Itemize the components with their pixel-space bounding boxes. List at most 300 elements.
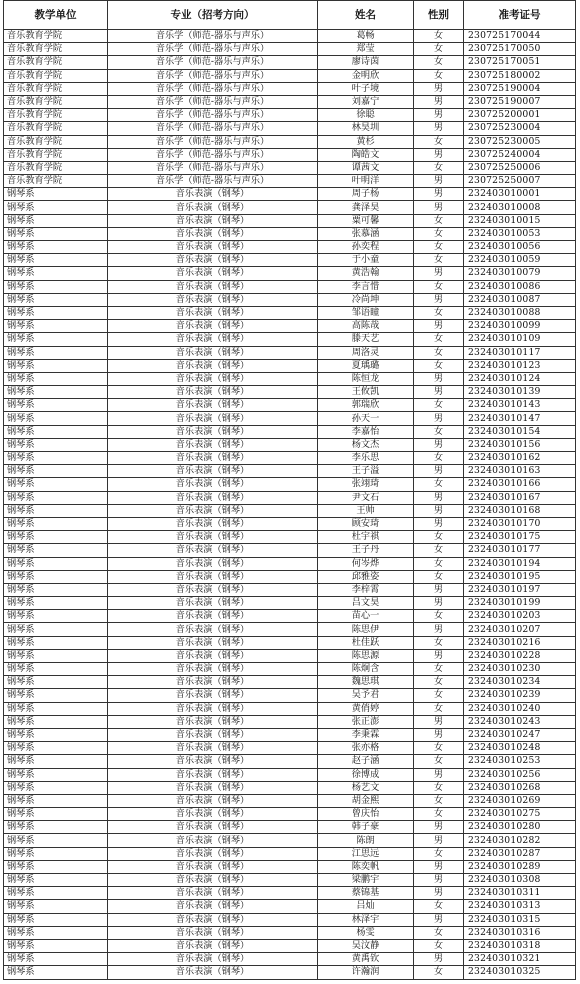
cell-exam-id: 232403010124	[464, 372, 576, 385]
table-row	[4, 320, 576, 333]
cell-major: 音乐表演（钢琴）	[108, 504, 318, 517]
cell-gender: 女	[414, 531, 464, 544]
cell-name: 张翊琦	[318, 478, 414, 491]
cell-gender: 女	[414, 254, 464, 267]
table-row	[4, 425, 576, 438]
cell-unit: 钢琴系	[4, 188, 108, 201]
table-row	[4, 808, 576, 821]
cell-unit: 音乐教育学院	[4, 95, 108, 108]
table-row	[4, 781, 576, 794]
cell-major: 音乐表演（钢琴）	[108, 557, 318, 570]
cell-name: 徐博成	[318, 768, 414, 781]
cell-unit: 钢琴系	[4, 583, 108, 596]
cell-major: 音乐表演（钢琴）	[108, 728, 318, 741]
cell-major: 音乐学（师范-器乐与声乐）	[108, 109, 318, 122]
cell-unit: 钢琴系	[4, 939, 108, 952]
table-row	[4, 570, 576, 583]
table-row	[4, 517, 576, 530]
table-body	[4, 30, 576, 980]
table-row	[4, 201, 576, 214]
cell-major: 音乐学（师范-器乐与声乐）	[108, 82, 318, 95]
cell-name: 李言惜	[318, 280, 414, 293]
cell-gender: 女	[414, 478, 464, 491]
cell-unit: 钢琴系	[4, 227, 108, 240]
table-row	[4, 241, 576, 254]
cell-exam-id: 232403010207	[464, 623, 576, 636]
cell-gender: 男	[414, 201, 464, 214]
cell-major: 音乐表演（钢琴）	[108, 623, 318, 636]
cell-major: 音乐表演（钢琴）	[108, 636, 318, 649]
cell-exam-id: 230725230004	[464, 122, 576, 135]
cell-unit: 音乐教育学院	[4, 122, 108, 135]
cell-major: 音乐表演（钢琴）	[108, 583, 318, 596]
cell-name: 夏瑀璐	[318, 359, 414, 372]
cell-gender: 女	[414, 241, 464, 254]
cell-gender: 女	[414, 359, 464, 372]
cell-exam-id: 232403010311	[464, 887, 576, 900]
cell-gender: 男	[414, 122, 464, 135]
cell-exam-id: 232403010275	[464, 808, 576, 821]
cell-unit: 钢琴系	[4, 465, 108, 478]
cell-unit: 钢琴系	[4, 425, 108, 438]
cell-name: 林泽宇	[318, 913, 414, 926]
cell-gender: 女	[414, 306, 464, 319]
cell-unit: 钢琴系	[4, 702, 108, 715]
table-row	[4, 267, 576, 280]
cell-major: 音乐表演（钢琴）	[108, 320, 318, 333]
cell-major: 音乐学（师范-器乐与声乐）	[108, 95, 318, 108]
table-row	[4, 715, 576, 728]
cell-gender: 男	[414, 623, 464, 636]
cell-unit: 钢琴系	[4, 346, 108, 359]
table-row	[4, 399, 576, 412]
cell-major: 音乐表演（钢琴）	[108, 834, 318, 847]
cell-name: 杨雯	[318, 926, 414, 939]
table-row	[4, 188, 576, 201]
cell-unit: 音乐教育学院	[4, 56, 108, 69]
table-row	[4, 227, 576, 240]
cell-gender: 女	[414, 794, 464, 807]
cell-exam-id: 232403010059	[464, 254, 576, 267]
cell-major: 音乐表演（钢琴）	[108, 808, 318, 821]
cell-major: 音乐表演（钢琴）	[108, 847, 318, 860]
table-row	[4, 636, 576, 649]
cell-gender: 女	[414, 636, 464, 649]
cell-major: 音乐表演（钢琴）	[108, 293, 318, 306]
cell-gender: 男	[414, 715, 464, 728]
cell-name: 黄俏婷	[318, 702, 414, 715]
cell-unit: 钢琴系	[4, 491, 108, 504]
table-row	[4, 254, 576, 267]
cell-name: 叶明洋	[318, 175, 414, 188]
cell-unit: 音乐教育学院	[4, 43, 108, 56]
cell-name: 魏思琪	[318, 676, 414, 689]
table-row	[4, 939, 576, 952]
cell-name: 李秉霖	[318, 728, 414, 741]
cell-exam-id: 232403010282	[464, 834, 576, 847]
cell-unit: 钢琴系	[4, 333, 108, 346]
cell-exam-id: 230725240004	[464, 148, 576, 161]
cell-major: 音乐表演（钢琴）	[108, 913, 318, 926]
cell-unit: 钢琴系	[4, 808, 108, 821]
cell-major: 音乐表演（钢琴）	[108, 452, 318, 465]
table-row	[4, 926, 576, 939]
cell-gender: 男	[414, 821, 464, 834]
cell-exam-id: 232403010268	[464, 781, 576, 794]
cell-major: 音乐学（师范-器乐与声乐）	[108, 30, 318, 43]
cell-exam-id: 232403010315	[464, 913, 576, 926]
cell-name: 尹文石	[318, 491, 414, 504]
cell-name: 谭茜文	[318, 161, 414, 174]
cell-name: 黄禹钦	[318, 953, 414, 966]
cell-exam-id: 230725180002	[464, 69, 576, 82]
table-row	[4, 43, 576, 56]
cell-unit: 钢琴系	[4, 649, 108, 662]
cell-major: 音乐表演（钢琴）	[108, 874, 318, 887]
cell-unit: 钢琴系	[4, 386, 108, 399]
cell-unit: 钢琴系	[4, 610, 108, 623]
cell-gender: 女	[414, 966, 464, 979]
table-row	[4, 597, 576, 610]
cell-major: 音乐表演（钢琴）	[108, 227, 318, 240]
cell-gender: 女	[414, 702, 464, 715]
cell-exam-id: 232403010008	[464, 201, 576, 214]
cell-unit: 钢琴系	[4, 452, 108, 465]
cell-exam-id: 232403010256	[464, 768, 576, 781]
cell-gender: 女	[414, 570, 464, 583]
cell-unit: 钢琴系	[4, 320, 108, 333]
cell-exam-id: 232403010228	[464, 649, 576, 662]
cell-exam-id: 232403010162	[464, 452, 576, 465]
cell-gender: 女	[414, 280, 464, 293]
cell-major: 音乐表演（钢琴）	[108, 597, 318, 610]
cell-exam-id: 232403010117	[464, 346, 576, 359]
table-row	[4, 69, 576, 82]
cell-gender: 男	[414, 953, 464, 966]
table-row	[4, 953, 576, 966]
table-row	[4, 794, 576, 807]
cell-major: 音乐学（师范-器乐与声乐）	[108, 135, 318, 148]
cell-major: 音乐表演（钢琴）	[108, 386, 318, 399]
table-row	[4, 452, 576, 465]
cell-exam-id: 232403010123	[464, 359, 576, 372]
table-row	[4, 412, 576, 425]
cell-major: 音乐表演（钢琴）	[108, 399, 318, 412]
cell-major: 音乐表演（钢琴）	[108, 953, 318, 966]
cell-exam-id: 232403010001	[464, 188, 576, 201]
cell-unit: 钢琴系	[4, 293, 108, 306]
table-row	[4, 109, 576, 122]
cell-exam-id: 230725190004	[464, 82, 576, 95]
cell-name: 陈朗	[318, 834, 414, 847]
cell-gender: 男	[414, 834, 464, 847]
cell-exam-id: 232403010194	[464, 557, 576, 570]
cell-major: 音乐学（师范-器乐与声乐）	[108, 148, 318, 161]
cell-name: 黄杉	[318, 135, 414, 148]
cell-unit: 钢琴系	[4, 399, 108, 412]
cell-major: 音乐表演（钢琴）	[108, 966, 318, 979]
cell-unit: 音乐教育学院	[4, 175, 108, 188]
cell-gender: 男	[414, 293, 464, 306]
cell-gender: 女	[414, 544, 464, 557]
cell-name: 粟可馨	[318, 214, 414, 227]
cell-major: 音乐表演（钢琴）	[108, 926, 318, 939]
cell-name: 徐聪	[318, 109, 414, 122]
cell-unit: 音乐教育学院	[4, 69, 108, 82]
cell-exam-id: 232403010086	[464, 280, 576, 293]
cell-gender: 男	[414, 372, 464, 385]
cell-unit: 钢琴系	[4, 874, 108, 887]
cell-name: 陶皓文	[318, 148, 414, 161]
table-row	[4, 913, 576, 926]
cell-exam-id: 232403010289	[464, 860, 576, 873]
cell-name: 蔡锦基	[318, 887, 414, 900]
table-row	[4, 214, 576, 227]
cell-gender: 女	[414, 43, 464, 56]
cell-name: 孙奕程	[318, 241, 414, 254]
cell-gender: 女	[414, 557, 464, 570]
cell-unit: 钢琴系	[4, 794, 108, 807]
cell-exam-id: 232403010143	[464, 399, 576, 412]
table-row	[4, 135, 576, 148]
cell-gender: 男	[414, 267, 464, 280]
cell-name: 陈炯含	[318, 663, 414, 676]
cell-unit: 钢琴系	[4, 689, 108, 702]
cell-exam-id: 232403010280	[464, 821, 576, 834]
table-row	[4, 30, 576, 43]
cell-name: 王攸凯	[318, 386, 414, 399]
cell-gender: 男	[414, 412, 464, 425]
cell-name: 顾安琦	[318, 517, 414, 530]
cell-exam-id: 232403010269	[464, 794, 576, 807]
cell-unit: 钢琴系	[4, 715, 108, 728]
cell-unit: 钢琴系	[4, 214, 108, 227]
cell-gender: 女	[414, 69, 464, 82]
cell-gender: 男	[414, 913, 464, 926]
cell-major: 音乐表演（钢琴）	[108, 372, 318, 385]
cell-major: 音乐表演（钢琴）	[108, 663, 318, 676]
cell-gender: 男	[414, 874, 464, 887]
cell-unit: 钢琴系	[4, 636, 108, 649]
cell-exam-id: 232403010163	[464, 465, 576, 478]
cell-name: 周子杨	[318, 188, 414, 201]
cell-exam-id: 232403010199	[464, 597, 576, 610]
table-row	[4, 122, 576, 135]
cell-name: 曾庆怡	[318, 808, 414, 821]
cell-gender: 男	[414, 649, 464, 662]
table-row	[4, 280, 576, 293]
cell-name: 赵子涵	[318, 755, 414, 768]
cell-exam-id: 232403010287	[464, 847, 576, 860]
cell-gender: 男	[414, 597, 464, 610]
cell-major: 音乐表演（钢琴）	[108, 649, 318, 662]
table-row	[4, 702, 576, 715]
table-row	[4, 742, 576, 755]
cell-exam-id: 232403010243	[464, 715, 576, 728]
header-exam-id: 准考证号	[464, 1, 576, 30]
cell-exam-id: 230725250006	[464, 161, 576, 174]
cell-exam-id: 232403010216	[464, 636, 576, 649]
cell-unit: 钢琴系	[4, 412, 108, 425]
cell-exam-id: 230725230005	[464, 135, 576, 148]
cell-major: 音乐表演（钢琴）	[108, 900, 318, 913]
cell-major: 音乐学（师范-器乐与声乐）	[108, 56, 318, 69]
table-row	[4, 874, 576, 887]
table-row	[4, 610, 576, 623]
cell-exam-id: 232403010313	[464, 900, 576, 913]
cell-major: 音乐表演（钢琴）	[108, 280, 318, 293]
cell-unit: 钢琴系	[4, 900, 108, 913]
cell-major: 音乐表演（钢琴）	[108, 254, 318, 267]
cell-unit: 音乐教育学院	[4, 161, 108, 174]
roster-sheet	[3, 0, 575, 980]
cell-major: 音乐表演（钢琴）	[108, 517, 318, 530]
cell-name: 陈恒龙	[318, 372, 414, 385]
table-row	[4, 82, 576, 95]
cell-name: 滕天艺	[318, 333, 414, 346]
cell-name: 叶子境	[318, 82, 414, 95]
cell-exam-id: 232403010177	[464, 544, 576, 557]
cell-gender: 男	[414, 95, 464, 108]
cell-gender: 女	[414, 808, 464, 821]
cell-exam-id: 232403010316	[464, 926, 576, 939]
cell-major: 音乐表演（钢琴）	[108, 491, 318, 504]
cell-exam-id: 232403010308	[464, 874, 576, 887]
cell-name: 杨艺文	[318, 781, 414, 794]
cell-name: 郑莹	[318, 43, 414, 56]
cell-name: 张慕涵	[318, 227, 414, 240]
cell-major: 音乐表演（钢琴）	[108, 465, 318, 478]
cell-gender: 女	[414, 135, 464, 148]
cell-gender: 女	[414, 452, 464, 465]
cell-unit: 钢琴系	[4, 570, 108, 583]
cell-gender: 男	[414, 728, 464, 741]
cell-name: 许瀚润	[318, 966, 414, 979]
cell-major: 音乐表演（钢琴）	[108, 531, 318, 544]
cell-name: 陈思伊	[318, 623, 414, 636]
table-row	[4, 676, 576, 689]
cell-gender: 女	[414, 926, 464, 939]
cell-name: 邹语瞳	[318, 306, 414, 319]
table-header-row	[4, 1, 576, 30]
cell-unit: 钢琴系	[4, 517, 108, 530]
cell-unit: 钢琴系	[4, 768, 108, 781]
cell-unit: 音乐教育学院	[4, 135, 108, 148]
cell-exam-id: 232403010166	[464, 478, 576, 491]
cell-exam-id: 232403010087	[464, 293, 576, 306]
cell-name: 张正澎	[318, 715, 414, 728]
cell-major: 音乐表演（钢琴）	[108, 359, 318, 372]
cell-major: 音乐学（师范-器乐与声乐）	[108, 122, 318, 135]
cell-unit: 钢琴系	[4, 531, 108, 544]
cell-gender: 女	[414, 56, 464, 69]
cell-name: 于小童	[318, 254, 414, 267]
cell-exam-id: 230725170044	[464, 30, 576, 43]
cell-name: 胡金熙	[318, 794, 414, 807]
table-row	[4, 386, 576, 399]
cell-unit: 音乐教育学院	[4, 148, 108, 161]
cell-name: 王子丹	[318, 544, 414, 557]
cell-name: 张亦格	[318, 742, 414, 755]
cell-name: 李嘉怡	[318, 425, 414, 438]
cell-name: 吕文昊	[318, 597, 414, 610]
table-row	[4, 175, 576, 188]
table-row	[4, 966, 576, 979]
table-row	[4, 333, 576, 346]
cell-exam-id: 232403010239	[464, 689, 576, 702]
cell-gender: 女	[414, 939, 464, 952]
cell-exam-id: 230725250007	[464, 175, 576, 188]
cell-name: 陈奕帆	[318, 860, 414, 873]
table-row	[4, 649, 576, 662]
cell-gender: 男	[414, 465, 464, 478]
cell-name: 林昊圳	[318, 122, 414, 135]
table-row	[4, 728, 576, 741]
cell-gender: 女	[414, 900, 464, 913]
cell-name: 韩子豪	[318, 821, 414, 834]
cell-exam-id: 232403010015	[464, 214, 576, 227]
cell-unit: 钢琴系	[4, 926, 108, 939]
cell-major: 音乐表演（钢琴）	[108, 438, 318, 451]
table-row	[4, 438, 576, 451]
cell-gender: 男	[414, 517, 464, 530]
cell-unit: 钢琴系	[4, 372, 108, 385]
cell-unit: 钢琴系	[4, 781, 108, 794]
cell-name: 吕灿	[318, 900, 414, 913]
cell-gender: 男	[414, 768, 464, 781]
cell-exam-id: 232403010234	[464, 676, 576, 689]
cell-major: 音乐表演（钢琴）	[108, 939, 318, 952]
cell-gender: 女	[414, 333, 464, 346]
table-row	[4, 900, 576, 913]
cell-name: 苗心一	[318, 610, 414, 623]
cell-name: 高陈哉	[318, 320, 414, 333]
table-row	[4, 755, 576, 768]
cell-name: 杨文杰	[318, 438, 414, 451]
cell-exam-id: 230725170050	[464, 43, 576, 56]
cell-exam-id: 232403010154	[464, 425, 576, 438]
cell-major: 音乐表演（钢琴）	[108, 768, 318, 781]
cell-unit: 钢琴系	[4, 755, 108, 768]
cell-exam-id: 232403010170	[464, 517, 576, 530]
cell-name: 王子溢	[318, 465, 414, 478]
cell-gender: 女	[414, 847, 464, 860]
cell-gender: 女	[414, 161, 464, 174]
cell-gender: 女	[414, 676, 464, 689]
cell-gender: 男	[414, 175, 464, 188]
cell-unit: 钢琴系	[4, 504, 108, 517]
cell-unit: 钢琴系	[4, 557, 108, 570]
cell-name: 龚泽昊	[318, 201, 414, 214]
cell-gender: 男	[414, 320, 464, 333]
cell-name: 冷尚坤	[318, 293, 414, 306]
table-row	[4, 583, 576, 596]
table-row	[4, 557, 576, 570]
cell-unit: 钢琴系	[4, 478, 108, 491]
cell-gender: 女	[414, 689, 464, 702]
cell-unit: 钢琴系	[4, 742, 108, 755]
cell-gender: 男	[414, 438, 464, 451]
cell-name: 江思远	[318, 847, 414, 860]
cell-unit: 钢琴系	[4, 887, 108, 900]
cell-name: 吴汶静	[318, 939, 414, 952]
header-gender: 性别	[414, 1, 464, 30]
cell-unit: 钢琴系	[4, 860, 108, 873]
cell-exam-id: 230725170051	[464, 56, 576, 69]
table-row	[4, 887, 576, 900]
cell-gender: 男	[414, 583, 464, 596]
cell-major: 音乐表演（钢琴）	[108, 610, 318, 623]
